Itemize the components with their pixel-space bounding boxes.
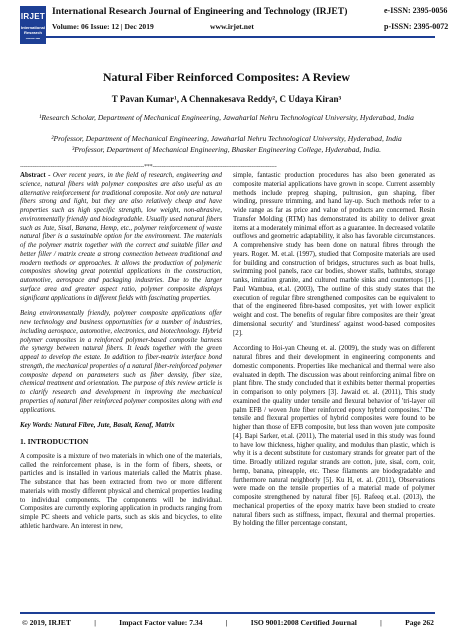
footer-sep-1: | <box>94 618 96 627</box>
footer-sep-3: | <box>380 618 382 627</box>
affiliation-2: ²Professor, Department of Mechanical Engineering, Jawaharlal Nehru Technological University, Hyderabad, India <box>51 134 402 143</box>
body-paragraph-1: simple, fantastic production procedures has also been generated as composite material applications have grown in scope. Current assembly methods include prepreg shaping, pultrusion, gun shaping, fiber winding, pressure trimming, and hand lay-up. Such methods refer to a wide range as far as price and value of products are concerned. Resin Transfer Molding (RTM) has demonstrated its ability to deliver great items at a moderately minimal effort as a guarantee. In decreased volatile outflows and geometric adaptability, it also has favorable circumstances. A comprehensive study has been done on natural fibres through the years. Roger. M. et.al. (1997), studied that Composite materials are used for building and construction of bridges, structures such as boat hulls, swimming pool panels, race car bodies, shower stalls, bathtubs, storage tanks, imitation granite, and cultured marble sinks and countertops [1]. Paul Wambua, et.al. (2003), The outline of this study states that the execution of regular fibre strengthened composites can be equivalent to that of the engineered fibre-based composites, yet with lower explicit weight and cost. The benefits of regular fibre composites are their 'great dimensional security' and 'sturdiness' against wood-based composites [2]. <box>233 172 435 337</box>
footer-iso: ISO 9001:2008 Certified Journal <box>250 618 357 627</box>
keywords <box>20 422 222 431</box>
introduction-paragraph: A composite is a mixture of two materials in which one of the materials, called the reinforcement phase, is in the form of fibers, sheets, or particles and is installed in various materials called the Matrix phase. The substance that has been extracted from two or more different materials with mostly different physical and chemical properties leading to individual components. The components will be individual. Composites are currently exploring application in products ranging from simple PC sheets and vehicle parts, such as skis and bicycles, to elite athletic hardware. An interest in new, <box>20 452 222 530</box>
footer-copyright: © 2019, IRJET <box>22 618 71 627</box>
page-footer <box>22 618 434 627</box>
journal-logo <box>20 6 46 44</box>
keywords-list: Natural Fibre, Jute, Basalt, Kenaf, Matrix <box>54 422 175 430</box>
footer-sep-2: | <box>225 618 228 627</box>
volume-issue: Volume: 06 Issue: 12 | Dec 2019 <box>52 22 154 31</box>
pissn: p-ISSN: 2395-0072 <box>384 22 449 31</box>
left-column <box>20 172 222 539</box>
paper-title: Natural Fiber Reinforced Composites: A Review <box>102 70 351 84</box>
affiliation-1: ¹Research Scholar, Department of Mechanical Engineering, Jawaharlal Nehru Technological University, Hyderabad, India <box>39 113 414 122</box>
keywords-label: Key Words: <box>20 422 53 430</box>
right-column <box>233 172 435 536</box>
logo-subtext: International Research <box>20 25 45 35</box>
section-heading-introduction: 1. INTRODUCTION <box>20 437 89 446</box>
paper-authors: T Pavan Kumar¹, A Chennakesava Reddy², C Udaya Kiran³ <box>111 94 342 104</box>
logo-text: IRJET <box>20 12 46 21</box>
abstract-paragraph-1 <box>20 172 222 303</box>
journal-website[interactable]: www.irjet.net <box>210 22 254 31</box>
journal-title: International Research Journal of Engineering and Technology (IRJET) <box>52 6 348 17</box>
abstract-text-1: Over recent years, in the field of research, engineering and science, natural fibers with polymer composites are also useful as an alternative reinforcement for traditional composite. Not only are natural fibers strong and light, but they are also relatively cheap and have properties such as high specific strength, low weight, non-abrasive, environmentally friendly and biodegradable. Usually used natural fibers such as Jute, Sisal, Banana, Hemp, etc., polymer reinforcement of waste natural fiber is a sustainable option for the environment. The materials of the polymer matrix together with the correct and suitable filler and better filler / matrix create a strong connection between traditional and modern methods or approaches. It allows the production of polymeric composites showing great potential applications in the construction, automotive, aerospace and packaging industries. Due to the larger surface area and greater aspect ratio, polymer composite displays significant applications in different fields with fascinating properties. <box>20 172 222 302</box>
eissn: e-ISSN: 2395-0056 <box>384 6 448 15</box>
abstract-label: Abstract - <box>20 172 51 179</box>
header-divider <box>20 36 435 38</box>
footer-page-number: Page 262 <box>405 618 434 627</box>
footer-divider <box>20 612 435 614</box>
footer-impact-factor: Impact Factor value: 7.34 <box>119 618 203 627</box>
abstract-paragraph-2: Being environmentally friendly, polymer composite applications offer new technology and business opportunities for a number of industries, including aerospace, automotive, electronics, and biotechnology. Hybrid polymer composites in a reinforced polymer-based composite harness the synergy between natural fibers. It leads together with the green appeal to develop the estate. In addition to fiber-matrix interface bond strength, the mechanical properties of a natural fiber-reinforced polymer composite depend on parameters such as fiber density, fiber size, chemical treatment and orientation. The purpose of this review article is to clarify research and development in improving the mechanical properties of natural fiber reinforced polymer composites along with end applications. <box>20 310 222 414</box>
section-separator: ---------------------------------------------------------------------***--------------------------------------------------------------------- <box>20 164 277 170</box>
affiliation-3: ³Professor, Department of Mechanical Engineering, Bhasker Engineering College, Hyderabad, India. <box>71 145 382 154</box>
body-paragraph-2: According to Hoi-yan Cheung et. al. (2009), the study was on different natural fibres and their development in engineering components and domestic components. Properties like mechanical and thermal were also evaluated in depth. The discussion was about reinforcing animal fibre on plant fibre. The study concluded that it exhibits better thermal properties in comparison to only polymers [3]. Jawaid et. al. (2011), This study examined the quality under tensile and flexural behavior of 'tri-layer oil palm EFB / woven Jute fiber reinforced epoxy hybrid composites.' The tensile and flexural properties of hybrid composites were found to be higher than those of EFB composite, but less than woven jute composite [4]. Bapi Sarker, et.al. (2011), The material used in this study was found to have low thickness, higher quality, and modulus than plastic, which is why it is a decent substitute for customary strands for greater part of the time. Broadly utilized regular strands are cotton, jute, sisal, corn, coir, hemp, banana, pineapple, etc. These filaments are biodegradable and furthermore natural neighborly [5]. Ku H, et. al. (2011), Observations were made on the tensile properties of a material made of polymer composite strengthened by natural fiber [6]. Rafeeq et.al. (2013), the mechanical properties of the epoxy matrix have been studied to create natural fibers such as stiffness, impact, flexural and thermal properties. By holding the filler percentage constant, <box>233 345 435 528</box>
